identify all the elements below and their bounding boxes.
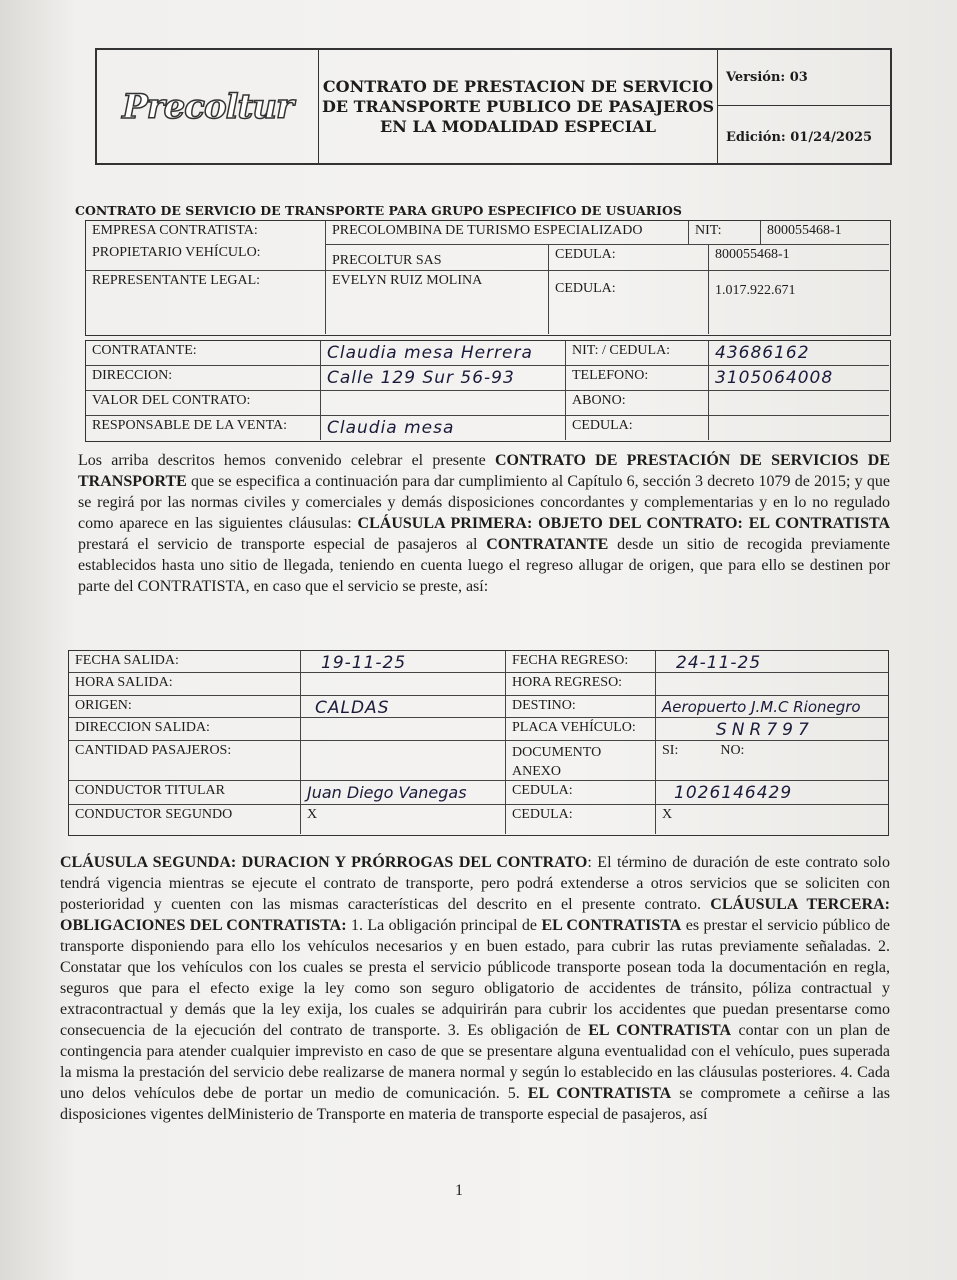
placa-label: PLACA VEHÍCULO: — [506, 718, 656, 741]
responsable-label: RESPONSABLE DE LA VENTA: — [86, 416, 321, 440]
direccion-salida-value[interactable] — [301, 718, 506, 741]
bold-text: EL CONTRATISTA — [527, 1085, 672, 1102]
abono-value[interactable] — [709, 391, 889, 416]
cedula-label: CEDULA: — [549, 271, 709, 334]
conductor-segundo-label: CONDUCTOR SEGUNDO — [69, 805, 301, 834]
cedula-value[interactable]: 1026146429 — [656, 781, 888, 805]
direccion-salida-label: DIRECCION SALIDA: — [69, 718, 301, 741]
section-title: CONTRATO DE SERVICIO DE TRANSPORTE PARA GRUPO ESPECIFICO DE USUARIOS — [75, 203, 682, 218]
version-box — [717, 50, 892, 163]
text: se compromete a ceñirse a las disposiciones vigentes delMinisterio de Transporte en materia de transporte especial de pasajeros, así — [60, 1085, 891, 1123]
logo-text: Precoltur — [122, 86, 293, 127]
hora-salida-label: HORA SALIDA: — [69, 673, 301, 696]
contratante-value[interactable]: Claudia mesa Herrera — [321, 341, 566, 366]
empresa-label: EMPRESA CONTRATISTA: — [86, 221, 326, 243]
origen-value[interactable]: CALDAS — [301, 696, 506, 718]
telefono-label: TELEFONO: — [566, 366, 709, 391]
bold-text: EL CONTRATISTA — [541, 917, 682, 934]
title-line: CONTRATO DE PRESTACION DE SERVICIO — [322, 76, 714, 96]
cedula-label: CEDULA: — [566, 416, 709, 440]
text: que se especifica a continuación para dar cumplimiento al Capítulo 6, sección 3 decreto 1079 de 2015; y que se regirá por las normas civiles y comerciales y demás disposiciones concordantes y complementarias y en lo no regulado como aparece en las siguientes cláusulas: — [78, 473, 890, 532]
destino-value[interactable]: Aeropuerto J.M.C Rionegro — [656, 696, 888, 718]
client-table — [85, 340, 891, 442]
bold-text: CLÁUSULA SEGUNDA: DURACION Y PRÓRROGAS DEL CONTRATO — [60, 854, 588, 871]
hora-regreso-label: HORA REGRESO: — [506, 673, 656, 696]
cantidad-pasajeros-value[interactable] — [301, 741, 506, 781]
cedula-value: 800055468-1 — [709, 245, 889, 271]
cedula-label: CEDULA: — [506, 805, 656, 834]
fecha-regreso-label: FECHA REGRESO: — [506, 651, 656, 673]
fecha-regreso-value[interactable]: 24-11-25 — [656, 651, 888, 673]
company-logo — [97, 50, 319, 163]
conductor-titular-label: CONDUCTOR TITULAR — [69, 781, 301, 805]
placa-value[interactable]: SNR797 — [656, 718, 888, 741]
title-line: DE TRANSPORTE PUBLICO DE PASAJEROS — [321, 96, 715, 116]
conductor-titular-value[interactable]: Juan Diego Vanegas — [301, 781, 506, 805]
title-line: EN LA MODALIDAD ESPECIAL — [380, 116, 656, 136]
text: desde un sitio de recogida previamente establecidos hasta uno sitio de llegada, teniendo en cuenta luego el regreso allugar de origen, que para ello se destinen por parte del CONTRATISTA, en caso que el servicio se preste, así: — [78, 536, 891, 595]
contract-intro-paragraph — [78, 450, 890, 597]
edition: Edición: 01/24/2025 — [726, 130, 873, 145]
documento-anexo-label: DOCUMENTO ANEXO — [506, 741, 656, 781]
nit-cedula-value[interactable]: 43686162 — [709, 341, 889, 366]
valor-value[interactable] — [321, 391, 566, 416]
document-title — [319, 50, 717, 163]
text: 1. La obligación principal de — [346, 917, 542, 934]
origen-label: ORIGEN: — [69, 696, 301, 718]
trip-table — [68, 650, 889, 836]
telefono-value[interactable]: 3105064008 — [709, 366, 889, 391]
propietario-value: PRECOLTUR SAS — [326, 245, 549, 271]
hora-regreso-value[interactable] — [656, 673, 888, 696]
company-table — [85, 220, 891, 336]
representante-value: EVELYN RUIZ MOLINA — [326, 271, 549, 334]
divider — [718, 105, 892, 106]
text: : El término de duración de este contrato solo tendrá vigencia mientras se ejecute el contrato de transporte, pero podrá extenderse a otros servicios que se soliciten con posterioridad y cuenten con las mismas características del descrito en el presente contrato. — [60, 854, 891, 913]
text: prestará el servicio de transporte especial de pasajeros al — [78, 536, 487, 553]
responsable-value[interactable]: Claudia mesa — [321, 416, 566, 440]
bold-text: CONTRATANTE — [486, 536, 609, 553]
conductor-segundo-value[interactable]: X — [301, 805, 506, 834]
cedula-label: CEDULA: — [506, 781, 656, 805]
cedula-label: CEDULA: — [549, 245, 709, 271]
fecha-salida-value[interactable]: 19-11-25 — [301, 651, 506, 673]
documento-anexo-value[interactable]: SI: NO: — [656, 741, 888, 781]
text: contar con un plan de contingencia para atender cualquier imprevisto en caso de que se presentare alguna eventualidad con el vehículo, pues superada la misma la prestación del servicio debe realizarse de manera normal y según lo establecido en las cláusulas posteriores. 4. Cada uno delos vehículos debe de portar un medio de comunicación. 5. — [60, 1022, 890, 1102]
empresa-value: PRECOLOMBINA DE TURISMO ESPECIALIZADO — [326, 221, 689, 245]
text: Los arriba descritos hemos convenido celebrar el presente — [78, 452, 495, 469]
valor-label: VALOR DEL CONTRATO: — [86, 391, 321, 416]
cantidad-pasajeros-label: CANTIDAD PASAJEROS: — [69, 741, 301, 781]
clauses-paragraph — [60, 852, 890, 1125]
page-number: 1 — [455, 1182, 463, 1199]
cedula-value: 1.017.922.671 — [715, 283, 796, 298]
nit-cedula-label: NIT: / CEDULA: — [566, 341, 709, 366]
bold-text: CLÁUSULA PRIMERA: OBJETO DEL CONTRATO: EL CONTRATISTA — [357, 515, 890, 532]
direccion-label: DIRECCION: — [86, 366, 321, 391]
text: es prestar el servicio público de transporte disponiendo para ello los vehículos necesarios y en buen estado, para cubrir las rutas previamente señaladas. 2. Constatar que los vehículos con los cuales se presta el servicio públicode transporte posean toda la documentación en regla, seguros que para el efecto exige la ley como son seguro obligatorio de accidentes de tránsito, póliza contractual y extracontractual y demás que la ley exija, los cuales se adquirirán para cubrir los accidentes que puedan presentarse como consecuencia de la ejecución del contrato de transporte. 3. Es obligación de — [60, 917, 890, 1039]
bold-text: CONTRATO DE PRESTACIÓN DE SERVICIOS DE TRANSPORTE — [78, 452, 891, 490]
version: Versión: 03 — [726, 70, 808, 85]
abono-label: ABONO: — [566, 391, 709, 416]
nit-label: NIT: — [689, 221, 761, 245]
cedula-value[interactable]: X — [662, 807, 673, 822]
destino-label: DESTINO: — [506, 696, 656, 718]
hora-salida-value[interactable] — [301, 673, 506, 696]
document-header — [95, 48, 892, 165]
bold-text: EL CONTRATISTA — [588, 1022, 732, 1039]
direccion-value[interactable]: Calle 129 Sur 56-93 — [321, 366, 566, 391]
fecha-salida-label: FECHA SALIDA: — [69, 651, 301, 673]
nit-value: 800055468-1 — [761, 221, 889, 245]
representante-label: REPRESENTANTE LEGAL: — [86, 271, 326, 334]
contratante-label: CONTRATANTE: — [86, 341, 321, 366]
cedula-value[interactable] — [709, 416, 889, 440]
propietario-label: PROPIETARIO VEHÍCULO: — [86, 243, 326, 271]
bold-text: CLÁUSULA TERCERA: OBLIGACIONES DEL CONTRATISTA: — [60, 896, 891, 934]
